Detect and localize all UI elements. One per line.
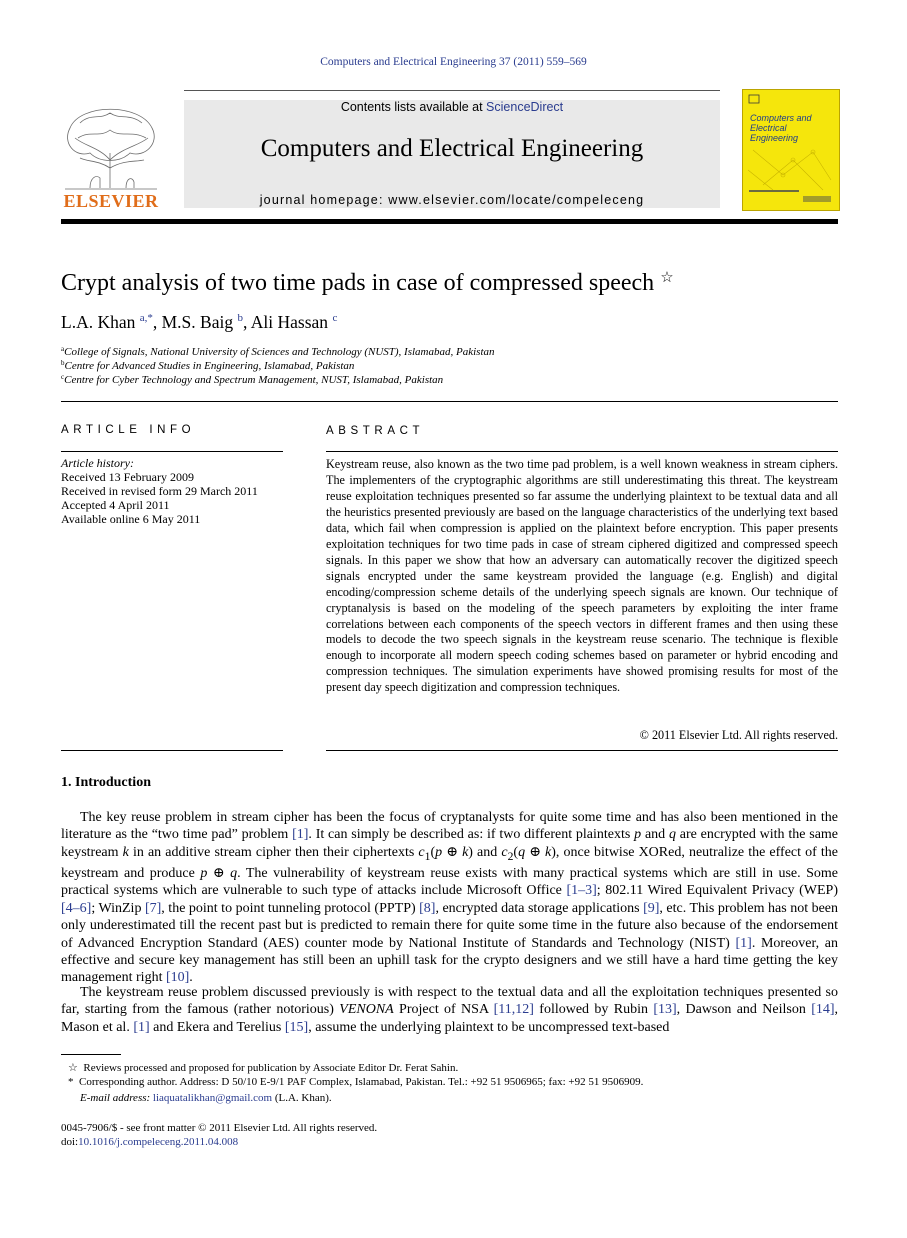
email-link[interactable]: liaquatalikhan@gmail.com — [152, 1092, 273, 1104]
affiliation-mark: b — [61, 359, 65, 367]
email-label: E-mail address: — [80, 1092, 151, 1104]
elsevier-wordmark: ELSEVIER — [63, 191, 159, 211]
introduction-paragraph-1: The key reuse problem in stream cipher has been the focus of cryptanalysts for quite some time and has also been mentioned in the literature as the “two time pad” problem [1]. It can simply be described as: if two different plaintexts p and q are encrypted with the same keystream k in an additive stream cipher then their ciphertexts $c_1(p$ ⊕ k) and $c_2(q$ ⊕ k), once bitwise XORed, neutralize the effect of the keystream and produce p ⊕ q. The vulnerability of keystream reuse exists with many practical systems which are still in use. Some practical systems which are vulnerable to such type of attacks include Microsoft Office [1–3]; 802.11 Wired Equivalent Privacy (WEP) [4–6]; WinZip [7], the point to point tunneling protocol (PPTP) [8], encrypted data storage applications [9], etc. This problem has not been only underestimated till the recent past but is predicted to remain there for quite some time in the future also because of the endorsement of Advanced Encryption Standard (AES) counter mode by National Institute of Standards and Technology (NIST) [1]. Moreover, an effective and secure key management has still been an uphill task for the crypto designers and we still have a hard time getting the key management right [10]. — [61, 810, 839, 986]
citation-link[interactable]: [1] — [735, 935, 752, 951]
citation-link[interactable]: [1] — [292, 827, 309, 843]
journal-cover-thumbnail[interactable] — [742, 89, 840, 211]
author-name[interactable]: Ali Hassan — [250, 312, 329, 332]
citation-link[interactable]: [4–6] — [61, 900, 92, 916]
article-info-heading: ARTICLE INFO — [61, 424, 196, 436]
history-entry: Accepted 4 April 2011 — [61, 498, 170, 512]
history-entry: Received 13 February 2009 — [61, 470, 194, 484]
abstract-text: Keystream reuse, also known as the two time pad problem, is a well known weakness in stream ciphers. The implementers of the cryptographic algorithms are still underestimating this threat. The keystream reuse exploitation techniques presented so far assume the underlying plaintext to be textual data and all the heuristics presented previously are based on the language characteristics of the underlying text based data, which fail when compression is applied on the plaintext before encryption. This paper presents exploitation techniques for two time pads in case of stream ciphered digitized and compressed speech signals. In this paper we show that how an adversary can automatically recover the digitized speech signals encrypted under the same keystream provided the language (e.g. English) and digital encoding/compression scheme details of the underlying speech signals are known. Our technique of cryptanalysis is based on the modeling of the speech parameters by exploiting the inter frame correlations between each components of the speech vectors in different frames and then using these models to decode the two speech signals in the keystream reuse scenario. The technique is flexible enough to incorporate all modern speech coding schemes based on parameter or hybrid encoding and compression techniques. The simulation experiments have showed promising results for most of the present day speech digitization and compression techniques. — [326, 457, 838, 695]
footnote-corresponding-text: Corresponding author. Address: D 50/10 E-9/1 PAF Complex, Islamabad, Pakistan. Tel.: +92 51 9506965; fax: +92 51 9506909. — [79, 1076, 644, 1088]
citation-link[interactable]: [1] — [133, 1019, 150, 1035]
author-affiliation-mark[interactable]: a,* — [139, 312, 153, 324]
affiliation-text: Centre for Advanced Studies in Engineering, Islamabad, Pakistan — [64, 360, 355, 372]
journal-reference[interactable]: Computers and Electrical Engineering 37 (2011) 559–569 — [320, 56, 587, 68]
affiliation — [61, 359, 354, 372]
author-affiliation-mark[interactable]: b — [237, 312, 243, 324]
issn-line: 0045-7906/$ - see front matter © 2011 Elsevier Ltd. All rights reserved. — [61, 1122, 378, 1134]
affiliation-text: College of Signals, National University of Sciences and Technology (NUST), Islamabad, Pakistan — [64, 346, 495, 358]
citation-link[interactable]: [7] — [144, 900, 162, 916]
doi-label: doi: — [61, 1136, 79, 1148]
footnote-rule — [61, 1054, 121, 1055]
asterisk-icon: * — [68, 1076, 79, 1088]
author-separator: , — [152, 312, 162, 332]
email-suffix: (L.A. Khan). — [272, 1092, 332, 1104]
contents-prefix: Contents lists available at — [340, 100, 487, 114]
doi-link[interactable]: 10.1016/j.compeleceng.2011.04.008 — [78, 1136, 239, 1148]
header-top-rule — [184, 90, 720, 91]
abstract-rule — [326, 451, 838, 452]
star-icon: ☆ — [68, 1062, 84, 1074]
citation-link[interactable]: [1–3] — [566, 883, 597, 899]
contents-available-line — [184, 100, 720, 114]
sciencedirect-link[interactable]: ScienceDirect — [486, 100, 564, 114]
section-heading-introduction: 1. Introduction — [61, 775, 151, 790]
affiliation — [61, 345, 495, 358]
title-footnote-mark[interactable]: ☆ — [660, 270, 674, 286]
doi-line — [61, 1135, 377, 1149]
author-name[interactable]: M.S. Baig — [161, 312, 234, 332]
citation-link[interactable]: [8] — [419, 900, 436, 916]
introduction-paragraph-2: The keystream reuse problem discussed previously is with respect to the textual data and all the exploitation techniques presented so far, starting from the famous (rather notorious) VENONA Project of NSA [11,12] followed by Rubin [13], Dawson and Neilson [14], Mason et al. [1] and Ekera and Terelius [15], assume the underlying plaintext to be uncompressed text-based — [61, 985, 839, 1035]
journal-homepage[interactable]: journal homepage: www.elsevier.com/locate/compeleceng — [259, 193, 645, 207]
abstract-heading: ABSTRACT — [326, 425, 425, 437]
affiliation — [61, 373, 443, 386]
footnote-email — [80, 1092, 332, 1105]
journal-name: Computers and Electrical Engineering — [260, 135, 644, 162]
author-name[interactable]: L.A. Khan — [61, 312, 136, 332]
author-separator: , — [242, 312, 251, 332]
affiliation-mark: c — [61, 373, 65, 381]
header-divider — [61, 219, 838, 224]
article-title — [61, 268, 674, 297]
author-affiliation-mark[interactable]: c — [332, 312, 338, 324]
affiliation-mark: a — [61, 345, 65, 353]
citation-link[interactable]: [9] — [643, 900, 660, 916]
footnote-star-text: Reviews processed and proposed for publication by Associate Editor Dr. Ferat Sahin. — [83, 1062, 459, 1074]
front-matter-info — [61, 1121, 377, 1149]
citation-link[interactable]: [13] — [653, 1002, 677, 1018]
footnote-star — [68, 1062, 458, 1075]
author-list — [61, 312, 337, 333]
history-entry: Received in revised form 29 March 2011 — [61, 484, 258, 498]
cover-artwork — [743, 90, 839, 210]
article-info-rule-bottom — [61, 750, 283, 751]
citation-link[interactable]: [15] — [284, 1019, 309, 1035]
citation-link[interactable]: [11,12] — [493, 1002, 534, 1018]
cover-title: Computers and Electrical Engineering — [750, 113, 812, 143]
footnote-corresponding — [68, 1076, 643, 1089]
article-info-rule — [61, 451, 283, 452]
article-history-title: Article history: — [61, 456, 134, 470]
affiliation-text: Centre for Cyber Technology and Spectrum Management, NUST, Islamabad, Pakistan — [64, 374, 444, 386]
article-history — [61, 456, 258, 526]
citation-link[interactable]: [14] — [811, 1002, 835, 1018]
abstract-rule-bottom — [326, 750, 838, 751]
citation-link[interactable]: [10] — [165, 970, 190, 986]
abstract-copyright: © 2011 Elsevier Ltd. All rights reserved. — [639, 728, 838, 742]
article-title-text: Crypt analysis of two time pads in case of compressed speech — [61, 270, 655, 296]
history-entry: Available online 6 May 2011 — [61, 512, 201, 526]
front-matter-divider — [61, 401, 838, 402]
